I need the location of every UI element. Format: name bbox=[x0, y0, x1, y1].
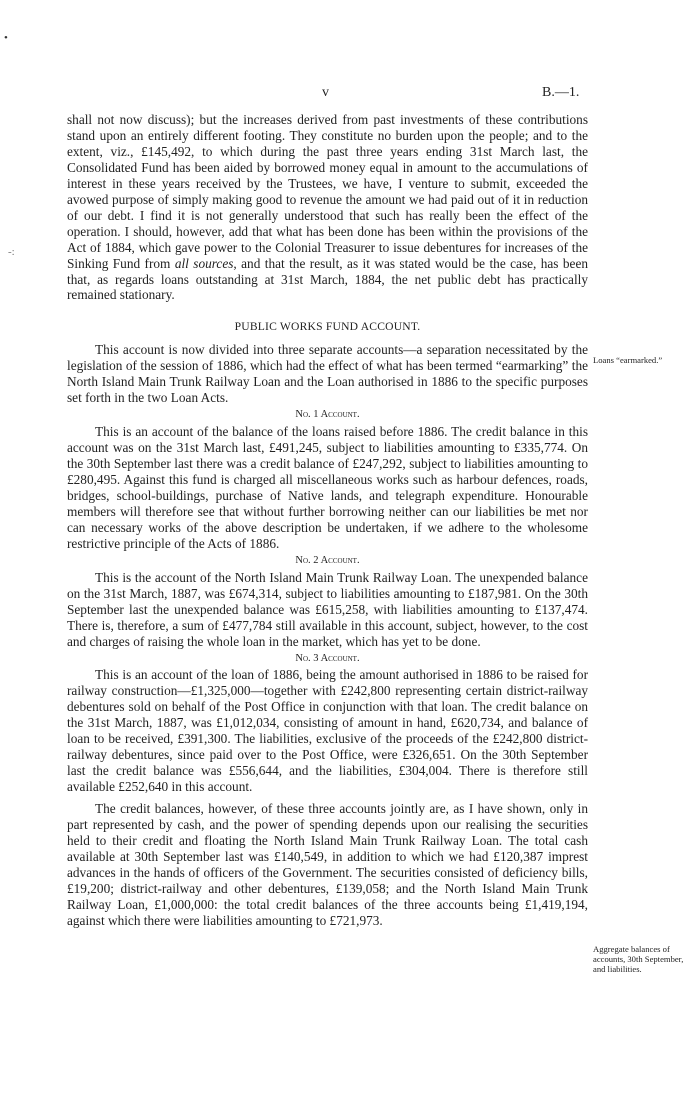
account-2-heading: No. 2 Account. bbox=[295, 554, 360, 566]
intro-paragraph bbox=[67, 112, 588, 303]
document-reference: B.—1. bbox=[542, 85, 580, 100]
account-2-paragraph: This is the account of the North Island Main Trunk Railway Loan. The unexpended balance on the 31st March, 1887, was £674,314, subject to liabilities amounting to £187,981. On the 30th September last the unexpended balance was £615,258, with liabilities amounting to £137,474. There is, therefore, a sum of £477,784 still available in this account, subject, however, to the cost and charges of raising the whole loan in the market, which has yet to be done. bbox=[67, 569, 588, 649]
margin-note-earmarked: Loans “earmarked.” bbox=[593, 355, 663, 365]
margin-note-aggregate: Aggregate balances of accounts, 30th September, and liabilities. bbox=[593, 944, 684, 974]
aggregate-paragraph: The credit balances, however, of these three accounts jointly are, as I have shown, only in part represented by cash, and the power of spending depends upon our realising the securities held to their credit and floating the North Island Main Trunk Railway Loan. The total cash available at 30th September last was £140,549, in addition to which we had £120,387 imprest advances in the hands of officers of the Government. The securities consisted of deficiency bills, £19,200; district-railway and other debentures, £139,058; and the North Island Main Trunk Railway Loan, £1,000,000: the total credit balances of the three accounts being £1,419,194, against which there were liabilities amounting to £721,973. bbox=[67, 801, 588, 928]
account-1-heading: No. 1 Account. bbox=[295, 409, 360, 421]
intro-text: shall not now discuss); but the increases derived from past investments of these contributions stand upon an entirely different footing. They constitute no burden upon the people; and to the extent, viz., £145,492, to which during the past three years ending 31st March last, the Consolidated Fund has been aided by borrowed money equal in amount to the accumulations of interest in these years received by the Trustees, we have, I venture to submit, exceeded the avowed purpose of simply making good to revenue the amount we had paid out of it in reduction of our debt. I find it is not generally understood that such has really been the effect of the operation. I should, however, add that what has been done has been within the provisions of the Act of 1884, which gave power to the Colonial Treasurer to issue debentures for increases of the Sinking Fund from bbox=[67, 112, 588, 271]
page-number: v bbox=[322, 85, 329, 100]
main-text-column bbox=[67, 112, 588, 929]
intro-emphasis: all sources bbox=[174, 255, 234, 271]
account-3-heading: No. 3 Account. bbox=[295, 652, 360, 664]
stray-mark: • bbox=[4, 32, 8, 44]
account-3-paragraph: This is an account of the loan of 1886, being the amount authorised in 1886 to be raised for railway construction—£1,325,000—together with £242,800 representing certain district-railway debentures sold on behalf of the Post Office in conjunction with that loan. The credit balance on the 31st March, 1887, was £1,012,034, consisting of amount in hand, £620,734, and balance of loan to be received, £391,300. The liabilities, exclusive of the proceeds of the £242,800 district-railway debentures, since paid over to the Post Office, were £326,651. On the 30th September last the credit balance was £556,644, and the liabilities, £304,004. There is therefore still available £252,640 in this account. bbox=[67, 667, 588, 795]
intro-text-end: , and that the result, as it was stated would be the case, has been that, as regards loans outstanding at 31st March, 1884, the net public debt has practically remained stationary. bbox=[67, 255, 588, 303]
account-1-paragraph: This is an account of the balance of the loans raised before 1886. The credit balance in this account was on the 31st March last, £491,245, subject to liabilities amounting to £335,774. On the 30th September last there was a credit balance of £247,292, subject to liabilities amounting to £280,495. Against this fund is charged all miscellaneous works such as harbour defences, roads, bridges, school-buildings, purchase of Native lands, and telegraph expenditure. Honourable members will therefore see that without further borrowing neither can our liabilities be met nor can necessary works of the above description be undertaken, if we adhere to the wholesome restrictive principle of the Acts of 1886. bbox=[67, 424, 588, 551]
margin-mark: -: bbox=[8, 246, 15, 258]
section-paragraph: This account is now divided into three separate accounts—a separation necessitated by the legislation of the session of 1886, which had the effect of what has been termed “earmarking” the North Island Main Trunk Railway Loan and the Loan authorised in 1886 to the specific purposes set forth in the two Loan Acts. bbox=[67, 342, 588, 406]
section-title: PUBLIC WORKS FUND ACCOUNT. bbox=[234, 320, 421, 334]
